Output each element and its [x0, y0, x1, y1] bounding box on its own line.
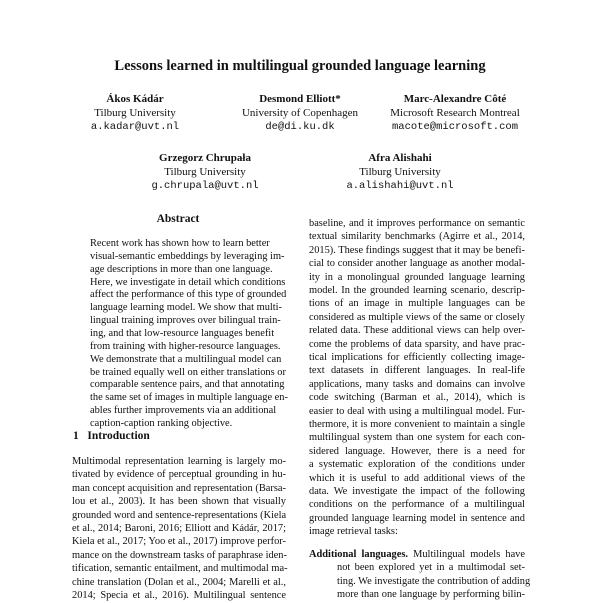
text-line: which it is useful to add additional views of the: [309, 472, 525, 484]
text-line: age descriptions in more than one language.: [90, 263, 273, 275]
author-email: de@di.ku.dk: [265, 121, 335, 133]
section-heading-introduction: 1 Introduction: [73, 430, 150, 442]
text-line: tical implications for efficiently collecting image-: [309, 352, 525, 363]
text-line: from training with higher-resource languages.: [90, 340, 281, 352]
text-line: tions of an image in multiple languages can be: [309, 298, 525, 310]
introduction-body: [72, 0, 286, 600]
text-line: caption-caption ranking objective.: [90, 417, 233, 429]
text-line: considered as multiple views of the same or closely: [309, 311, 525, 323]
text-line: mance on the downstream tasks of paraphrase iden-: [72, 549, 287, 561]
list-item-text: Multilingual models have: [413, 549, 525, 560]
author-name: Grzegorz Chrupała: [159, 152, 251, 164]
text-line: textual similarity benchmarks (Agirre et al., 2014,: [309, 231, 525, 243]
author-name: Afra Alishahi: [368, 152, 432, 164]
author-email: a.kadar@uvt.nl: [90, 121, 180, 133]
author-affiliation: Tilburg University: [94, 107, 176, 119]
author-affiliation: Microsoft Research Montreal: [390, 107, 520, 119]
text-line: code switching (Barman et al., 2014), which is: [309, 392, 525, 404]
abstract-heading: Abstract: [156, 213, 200, 225]
text-line: man concept acquisition and representation (Barsa-: [72, 482, 286, 494]
author-email: a.alishahi@uvt.nl: [346, 180, 454, 192]
author-email: g.chrupala@uvt.nl: [151, 180, 259, 192]
text-line: multilingual system than one system for each con-: [309, 432, 525, 444]
text-line: grounded language learning model in sentence and: [309, 512, 525, 524]
text-line: We demonstrate that a multilingual model can: [90, 353, 282, 365]
paper-title: Lessons learned in multilingual grounded language learning: [114, 58, 486, 74]
text-line: model. In the grounded learning scenario, descrip-: [309, 285, 525, 296]
text-line: text datasets in different languages. In real-life: [309, 365, 525, 377]
author-affiliation: Tilburg University: [164, 166, 246, 178]
text-line: thermore, it is more convenient to maintain a single: [309, 419, 525, 430]
text-line: tification, semantic entailment, and multimodal ma-: [72, 563, 288, 575]
text-line: chine translation (Dolan et al., 2004; Marelli et al.,: [72, 576, 286, 588]
text-line: Kiela et al., 2017; Yoo et al., 2017) improve perfor-: [72, 536, 286, 548]
text-line: cial to consider another language as another modal-: [309, 258, 525, 270]
text-line: visual-semantic embeddings by leveraging im-: [90, 250, 285, 262]
text-line: sidered language. However, there is a need for: [309, 445, 525, 457]
text-line: ing, and that low-resource languages benefit: [90, 327, 275, 339]
text-line: not been explored yet in a multimodal set-: [337, 562, 525, 574]
author-affiliation: Tilburg University: [359, 166, 441, 178]
text-line: et al., 2014; Baroni, 2016; Elliott and Kádár, 2017;: [72, 523, 286, 534]
author-name: Ákos Kádár: [106, 93, 164, 105]
text-line: language learning model. We show that multi-: [90, 302, 283, 314]
text-line: easier to deal with using a multilingual model. Fur-: [309, 405, 525, 417]
author-name: Desmond Elliott*: [259, 93, 341, 105]
author-affiliation: University of Copenhagen: [241, 107, 359, 119]
author-email: macote@microsoft.com: [391, 121, 519, 133]
text-line: related data. These additional views can help over-: [309, 325, 525, 337]
text-line: grounded word and sentence-representations (Kiela: [72, 509, 287, 521]
text-line: ables further improvements via an additional: [90, 405, 277, 417]
text-line: 2015). These findings suggest that it may be benefi-: [309, 244, 525, 256]
text-line: baseline, and it improves performance on semantic: [309, 218, 525, 229]
text-line: ting. We investigate the contribution of adding: [337, 575, 531, 587]
text-line: Recent work has shown how to learn better: [90, 238, 270, 249]
text-line: tivated by evidence of perceptual grounding in hu-: [72, 469, 286, 481]
text-line: come the problems of data sparsity, and have prac-: [309, 338, 525, 350]
text-line: 2014; Specia et al., 2016). Multilingual sentence: [72, 590, 286, 601]
text-line: comparable sentence pairs, and that annotating: [90, 379, 285, 391]
list-item-additional-languages: [309, 548, 525, 562]
text-line: Here, we investigate in detail which conditions: [90, 276, 286, 288]
text-line: applications, many tasks and domains can involve: [309, 378, 525, 390]
author-name: Marc-Alexandre Côté: [403, 93, 507, 105]
text-line: lou et al., 2003). It has been shown that visually: [72, 496, 286, 508]
text-line: a systematic exploration of the conditions under: [309, 459, 525, 471]
right-column-body: [309, 0, 531, 601]
text-line: data. We investigate the impact of the following: [309, 486, 525, 497]
text-line: lingual training improves over bilingual train-: [90, 315, 281, 327]
text-line: image retrieval tasks:: [309, 526, 398, 538]
text-line: Multimodal representation learning is largely mo-: [72, 456, 286, 467]
text-line: the same set of images in multiple language en-: [90, 392, 288, 404]
text-line: affect the performance of this type of grounded: [90, 289, 287, 301]
list-item-term: Additional languages.: [309, 549, 408, 560]
text-line: conditions on the performance of a multilingual: [309, 499, 525, 511]
text-line: ity in a monolingual grounded language learning: [309, 271, 525, 283]
text-line: be trained equally well on either translations or: [90, 366, 286, 378]
text-line: more than one language by performing bilin-: [337, 589, 525, 601]
